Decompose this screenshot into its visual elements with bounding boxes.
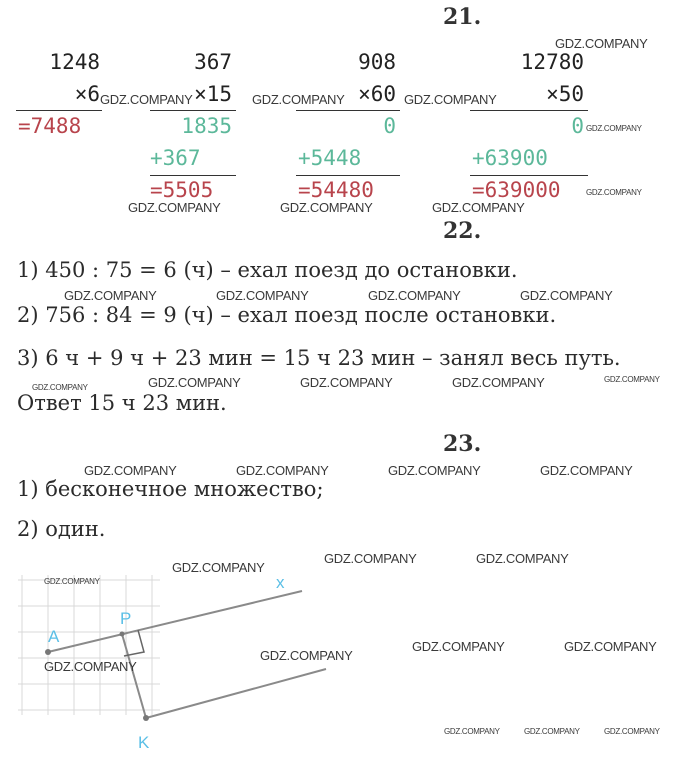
col2-rule	[150, 110, 236, 111]
watermark: GDZ.COMPANY	[236, 463, 329, 478]
watermark: GDZ.COMPANY	[412, 639, 505, 654]
watermark: GDZ.COMPANY	[444, 727, 500, 736]
watermark: GDZ.COMPANY	[64, 288, 157, 303]
col2-rule-2	[150, 175, 236, 176]
watermark: GDZ.COMPANY	[172, 560, 265, 575]
col2-partial2: +367	[150, 146, 201, 170]
watermark: GDZ.COMPANY	[432, 200, 525, 215]
watermark: GDZ.COMPANY	[520, 288, 613, 303]
watermark: GDZ.COMPANY	[300, 375, 393, 390]
col2-partial1: 1835	[181, 114, 232, 138]
col1-multiplier: ×6	[74, 82, 100, 106]
watermark: GDZ.COMPANY	[324, 551, 417, 566]
point-k	[143, 715, 149, 721]
point-p	[120, 632, 125, 637]
line-ax	[48, 591, 302, 652]
segment-k	[146, 669, 326, 718]
watermark: GDZ.COMPANY	[44, 577, 100, 586]
col2-multiplicand: 367	[194, 50, 232, 74]
task22-line-1: 1) 450 : 75 = 6 (ч) – ехал поезд до остановки.	[17, 258, 518, 282]
watermark: GDZ.COMPANY	[604, 727, 660, 736]
col4-multiplier: ×50	[546, 82, 584, 106]
task-22-number: 22.	[443, 218, 482, 244]
col3-multiplier: ×60	[358, 82, 396, 106]
col2-result: =5505	[150, 178, 214, 202]
watermark: GDZ.COMPANY	[586, 124, 642, 133]
watermark: GDZ.COMPANY	[388, 463, 481, 478]
watermark: GDZ.COMPANY	[32, 383, 88, 392]
col1-multiplicand: 1248	[49, 50, 100, 74]
task22-line-2: 2) 756 : 84 = 9 (ч) – ехал поезд после остановки.	[17, 303, 557, 327]
task23-line-2: 2) один.	[17, 517, 106, 541]
col4-result: =639000	[472, 178, 561, 202]
watermark: GDZ.COMPANY	[452, 375, 545, 390]
label-a: A	[48, 627, 60, 646]
watermark: GDZ.COMPANY	[555, 36, 648, 51]
col3-partial2: +5448	[298, 146, 362, 170]
col2-multiplier: ×15	[194, 82, 232, 106]
label-x: x	[276, 573, 285, 592]
watermark: GDZ.COMPANY	[368, 288, 461, 303]
watermark: GDZ.COMPANY	[564, 639, 657, 654]
watermark: GDZ.COMPANY	[100, 92, 193, 107]
col3-result: =54480	[298, 178, 374, 202]
watermark: GDZ.COMPANY	[252, 92, 345, 107]
task22-line-3: 3) 6 ч + 9 ч + 23 мин = 15 ч 23 мин – занял весь путь.	[17, 346, 621, 370]
col3-partial1: 0	[383, 114, 396, 138]
label-p: P	[120, 609, 132, 628]
col4-partial2: +63900	[472, 146, 548, 170]
watermark: GDZ.COMPANY	[586, 188, 642, 197]
task-21-number: 21.	[443, 4, 482, 30]
watermark: GDZ.COMPANY	[148, 375, 241, 390]
col3-rule-2	[296, 175, 400, 176]
watermark: GDZ.COMPANY	[604, 375, 660, 384]
watermark: GDZ.COMPANY	[44, 659, 137, 674]
col4-partial1: 0	[571, 114, 584, 138]
task23-line-1: 1) бесконечное множество;	[17, 477, 324, 501]
watermark: GDZ.COMPANY	[128, 200, 221, 215]
point-a	[45, 649, 51, 655]
col3-rule	[296, 110, 400, 111]
watermark: GDZ.COMPANY	[540, 463, 633, 478]
watermark: GDZ.COMPANY	[524, 727, 580, 736]
watermark: GDZ.COMPANY	[280, 200, 373, 215]
watermark: GDZ.COMPANY	[216, 288, 309, 303]
watermark: GDZ.COMPANY	[84, 463, 177, 478]
watermark: GDZ.COMPANY	[476, 551, 569, 566]
col1-rule	[16, 110, 102, 111]
col4-multiplicand: 12780	[520, 50, 584, 74]
col4-rule-2	[470, 175, 588, 176]
task-23-number: 23.	[443, 431, 482, 457]
label-k: K	[138, 733, 150, 752]
watermark: GDZ.COMPANY	[260, 648, 353, 663]
col3-multiplicand: 908	[358, 50, 396, 74]
watermark: GDZ.COMPANY	[404, 92, 497, 107]
col1-result: =7488	[18, 114, 82, 138]
col4-rule	[470, 110, 588, 111]
task22-answer: Ответ 15 ч 23 мин.	[17, 391, 227, 415]
